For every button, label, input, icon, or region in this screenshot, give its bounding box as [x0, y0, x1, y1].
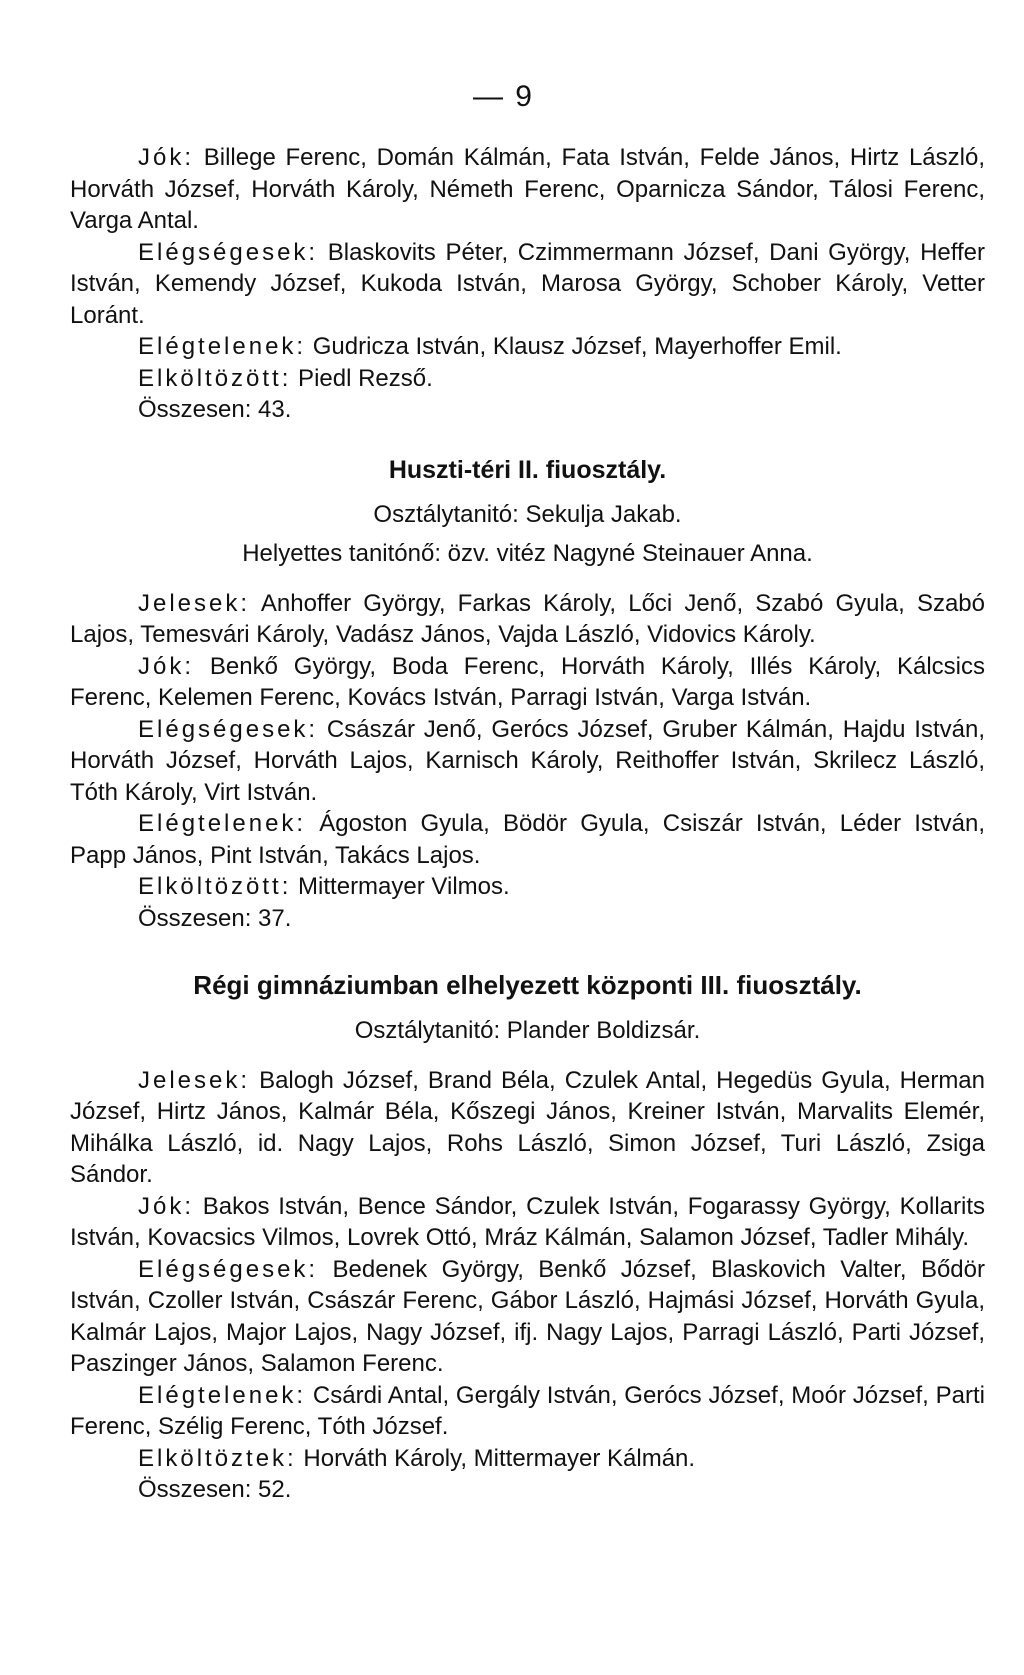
elkoltozott-paragraph: [70, 871, 985, 903]
class-teacher: Osztálytanitó: Sekulja Jakab.: [373, 500, 682, 528]
elkoltoztek-label: Elköltöztek:: [138, 1444, 297, 1472]
jok-names: Billege Ferenc, Domán Kálmán, Fata István, Felde János, Hirtz László, Horváth József, Horváth Károly, Németh Ferenc, Oparnicza Sándor, Tálosi Ferenc, Varga Antal.: [70, 144, 985, 234]
section-heading: Régi gimnáziumban elhelyezett központi III. fiuosztály.: [193, 970, 862, 1000]
jok-paragraph: [70, 651, 985, 714]
elegtelen-paragraph: [70, 1380, 985, 1443]
elegtelen-names: Ágoston Gyula, Bödör Gyula, Csiszár István, Léder István, Papp János, Pint István, Takács Lajos.: [70, 810, 985, 869]
osszesen-line: Összesen: 43.: [138, 396, 292, 423]
elkoltozott-paragraph: [70, 363, 985, 395]
section-heading: Huszti-téri II. fiuosztály.: [388, 455, 667, 484]
jok-label: Jók:: [138, 144, 195, 171]
jok-paragraph: [70, 1191, 985, 1254]
elegtelen-paragraph: [70, 808, 985, 871]
elkoltozott-names: Piedl Rezső.: [291, 364, 433, 392]
substitute-teacher: Helyettes tanitónő: özv. vitéz Nagyné Steinauer Anna.: [242, 540, 813, 567]
elegtelen-names: Gudricza István, Klausz József, Mayerhoffer Emil.: [306, 333, 842, 360]
class-teacher: Osztálytanitó: Plander Boldizsár.: [354, 1017, 701, 1044]
jelesek-names: Balogh József, Brand Béla, Czulek Antal, Hegedüs Gyula, Herman József, Hirtz János, Kalmár Béla, Kőszegi János, Kreiner István, Marvalits Elemér, Mihálka László, id. Nagy Lajos, Rohs László, Simon József, Turi László, Zsiga Sándor.: [70, 1066, 985, 1188]
elegtelen-label: Elégtelenek:: [138, 810, 307, 837]
elkoltozott-label: Elköltözött:: [138, 364, 292, 392]
jok-label: Jók:: [138, 1192, 195, 1220]
jelesek-label: Jelesek:: [138, 589, 251, 617]
elkoltoztek-names: Horváth Károly, Mittermayer Kálmán.: [296, 1444, 696, 1472]
elegseges-paragraph: [70, 1254, 985, 1380]
elegseges-paragraph: [70, 714, 985, 809]
osszesen-line: Összesen: 37.: [138, 904, 292, 932]
elegseges-label: Elégségesek:: [138, 715, 319, 743]
jok-label: Jók:: [138, 652, 195, 680]
elegseges-paragraph: [70, 237, 985, 332]
elegtelen-paragraph: [70, 331, 985, 363]
elegseges-label: Elégségesek:: [138, 1255, 319, 1283]
elkoltozott-label: Elköltözött:: [138, 873, 292, 900]
jok-names: Bakos István, Bence Sándor, Czulek István, Fogarassy György, Kollarits István, Kovacsics Vilmos, Lovrek Ottó, Mráz Kálmán, Salamon József, Tadler Mihály.: [70, 1192, 985, 1251]
elegtelen-label: Elégtelenek:: [138, 333, 307, 360]
class-section-2: [70, 456, 985, 935]
elkoltozott-names: Mittermayer Vilmos.: [291, 873, 510, 900]
jelesek-paragraph: [70, 588, 985, 651]
elkoltoztek-paragraph: [70, 1443, 985, 1475]
jelesek-paragraph: [70, 1065, 985, 1191]
elegseges-names: Blaskovits Péter, Czimmermann József, Dani György, Heffer István, Kemendy József, Kukoda István, Marosa György, Schober Károly, Vetter Loránt.: [70, 238, 985, 329]
elegseges-names: Császár Jenő, Gerócs József, Gruber Kálmán, Hajdu István, Horváth József, Horváth Lajos, Karnisch Károly, Reithoffer István, Skrilecz László, Tóth Károly, Virt István.: [70, 715, 985, 806]
jelesek-label: Jelesek:: [138, 1066, 251, 1094]
page-number: — 9: [472, 80, 534, 113]
jok-names: Benkő György, Boda Ferenc, Horváth Károly, Illés Károly, Kálcsics Ferenc, Kelemen Ferenc, Kovács István, Parragi István, Varga István.: [70, 652, 985, 711]
class-section-1: [70, 142, 985, 426]
elegtelen-label: Elégtelenek:: [138, 1381, 307, 1409]
jok-paragraph: [70, 142, 985, 237]
class-section-3: [70, 970, 985, 1506]
document-page: [70, 142, 985, 1506]
elegseges-label: Elégségesek:: [138, 238, 319, 266]
jelesek-names: Anhoffer György, Farkas Károly, Lőci Jenő, Szabó Gyula, Szabó Lajos, Temesvári Károly, Vadász János, Vajda László, Vidovics Károly.: [70, 589, 985, 648]
elegseges-names: Bedenek György, Benkő József, Blaskovich Valter, Bődör István, Czoller István, Császár Ferenc, Gábor László, Hajmási József, Horváth Gyula, Kalmár Lajos, Major Lajos, Nagy József, ifj. Nagy Lajos, Parragi László, Parti József, Paszinger János, Salamon Ferenc.: [70, 1255, 985, 1377]
osszesen-line: Összesen: 52.: [138, 1476, 292, 1503]
elegtelen-names: Csárdi Antal, Gergály István, Gerócs József, Moór József, Parti Ferenc, Szélig Ferenc, Tóth József.: [70, 1381, 985, 1440]
